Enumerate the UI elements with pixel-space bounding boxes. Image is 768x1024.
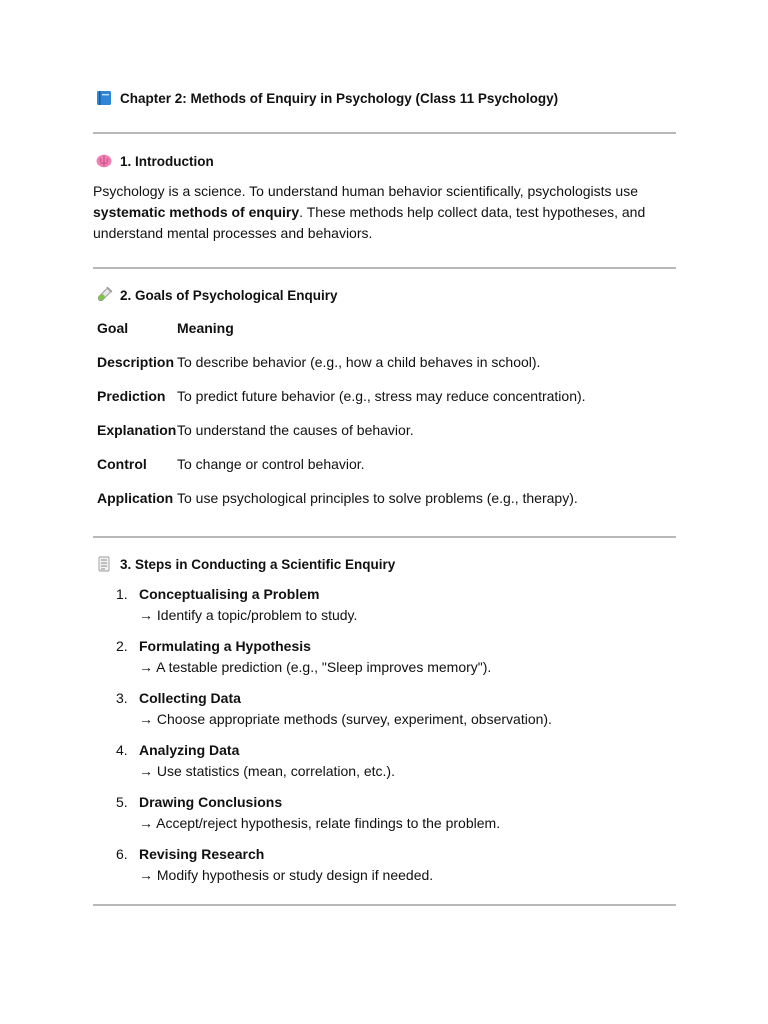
intro-text: Psychology is a science. To understand human behavior scientifically, psychologists use bbox=[93, 183, 638, 199]
brain-icon bbox=[95, 152, 113, 170]
goal-cell: Explanation bbox=[97, 422, 177, 438]
step-title: Analyzing Data bbox=[139, 742, 240, 758]
meaning-cell: To understand the causes of behavior. bbox=[177, 422, 414, 438]
table-row bbox=[97, 481, 586, 515]
goal-column-header: Goal bbox=[97, 320, 129, 336]
step-title: Conceptualising a Problem bbox=[139, 586, 320, 602]
goals-heading bbox=[95, 286, 338, 304]
step-description: → Choose appropriate methods (survey, experiment, observation). bbox=[139, 711, 552, 727]
goal-cell: Application bbox=[97, 490, 174, 506]
goal-cell: Control bbox=[97, 456, 147, 472]
goals-table-header bbox=[97, 311, 586, 345]
step-number: 2. bbox=[116, 638, 128, 654]
step-description: → Accept/reject hypothesis, relate findings to the problem. bbox=[139, 815, 501, 831]
step-title: Formulating a Hypothesis bbox=[139, 638, 311, 654]
step-number: 4. bbox=[116, 742, 128, 758]
list-item bbox=[93, 844, 676, 886]
divider bbox=[93, 132, 676, 134]
table-row bbox=[97, 447, 586, 481]
list-item bbox=[93, 740, 676, 782]
list-item bbox=[93, 792, 676, 834]
steps-list bbox=[93, 584, 676, 896]
list-item bbox=[93, 584, 676, 626]
meaning-column-header: Meaning bbox=[177, 320, 234, 336]
list-item bbox=[93, 636, 676, 678]
divider bbox=[93, 536, 676, 538]
intro-text-end: . These methods help collect data, test hypotheses, and understand mental processes and behaviors. bbox=[93, 204, 646, 241]
goal-cell: Prediction bbox=[97, 388, 166, 404]
step-description: → Use statistics (mean, correlation, etc.). bbox=[139, 763, 395, 779]
list-item bbox=[93, 688, 676, 730]
intro-heading bbox=[95, 152, 214, 170]
document-title-text: Chapter 2: Methods of Enquiry in Psychology (Class 11 Psychology) bbox=[120, 90, 559, 106]
meaning-cell: To predict future behavior (e.g., stress may reduce concentration). bbox=[177, 388, 586, 404]
meaning-cell: To use psychological principles to solve problems (e.g., therapy). bbox=[177, 490, 578, 506]
intro-text-bold: systematic methods of enquiry bbox=[93, 204, 300, 220]
goals-heading-text: 2. Goals of Psychological Enquiry bbox=[120, 287, 338, 303]
step-title: Revising Research bbox=[139, 846, 265, 862]
step-number: 3. bbox=[116, 690, 128, 706]
step-description: → Modify hypothesis or study design if needed. bbox=[139, 867, 434, 883]
step-description: → Identify a topic/problem to study. bbox=[139, 607, 358, 623]
table-row bbox=[97, 379, 586, 413]
step-title: Drawing Conclusions bbox=[139, 794, 283, 810]
intro-heading-text: 1. Introduction bbox=[120, 153, 214, 169]
divider bbox=[93, 267, 676, 269]
steps-heading-text: 3. Steps in Conducting a Scientific Enquiry bbox=[120, 556, 396, 572]
intro-paragraph bbox=[93, 181, 676, 244]
test-tube-icon bbox=[95, 286, 113, 304]
step-title: Collecting Data bbox=[139, 690, 241, 706]
step-number: 1. bbox=[116, 586, 128, 602]
table-row bbox=[97, 413, 586, 447]
table-row bbox=[97, 345, 586, 379]
meaning-cell: To describe behavior (e.g., how a child behaves in school). bbox=[177, 354, 541, 370]
blue-book-icon bbox=[95, 89, 113, 107]
meaning-cell: To change or control behavior. bbox=[177, 456, 365, 472]
steps-heading bbox=[95, 555, 395, 573]
step-description: → A testable prediction (e.g., "Sleep improves memory"). bbox=[139, 659, 492, 675]
step-number: 5. bbox=[116, 794, 128, 810]
document-title bbox=[95, 89, 558, 107]
goals-table bbox=[97, 311, 586, 515]
goal-cell: Description bbox=[97, 354, 175, 370]
divider bbox=[93, 904, 676, 906]
scroll-icon bbox=[95, 555, 113, 573]
step-number: 6. bbox=[116, 846, 128, 862]
